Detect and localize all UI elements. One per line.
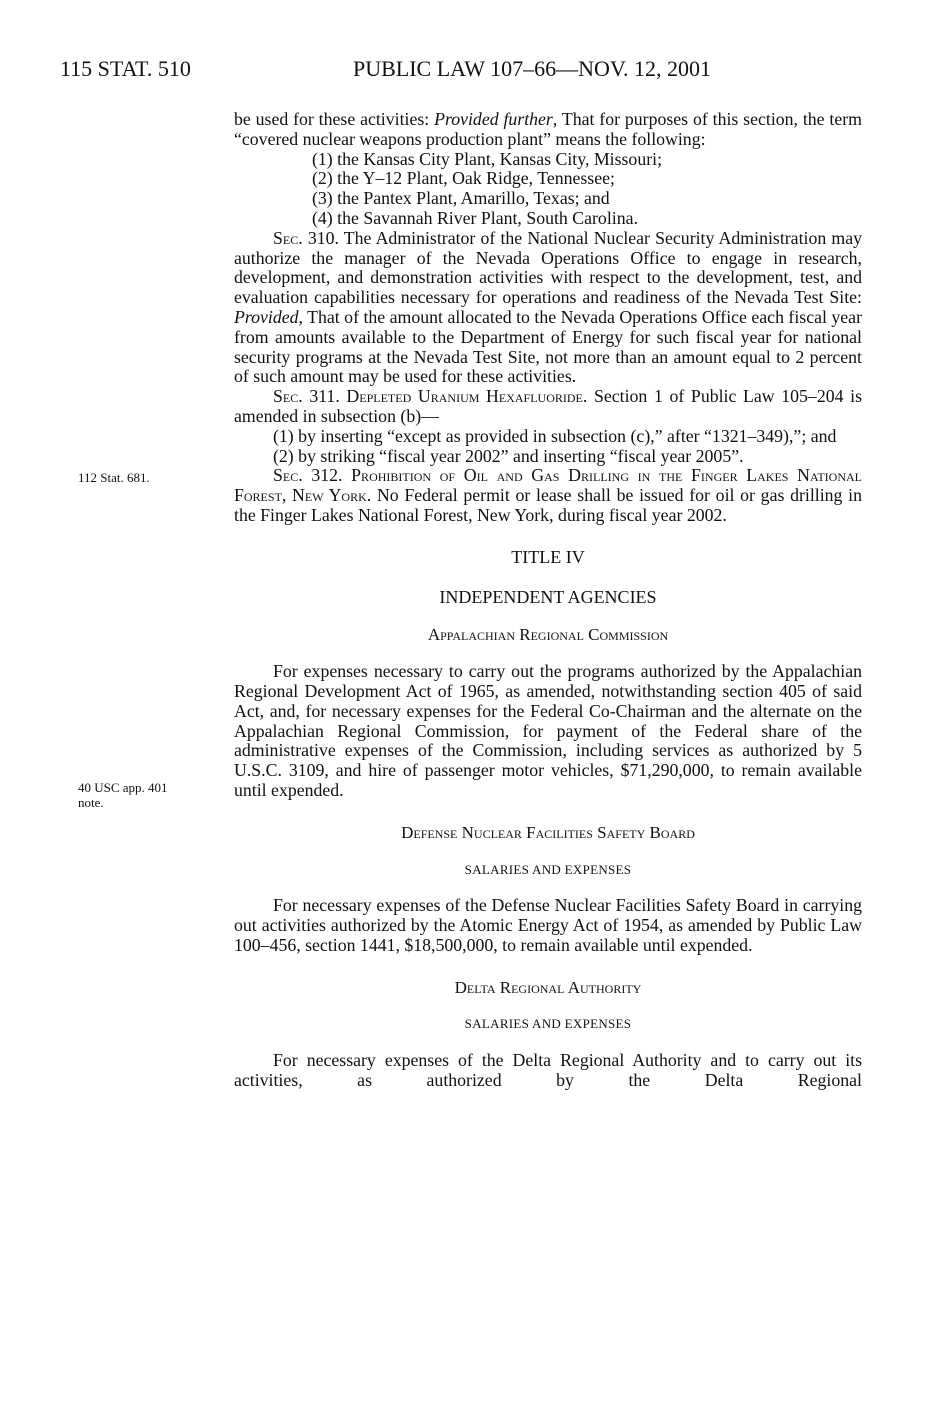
text-run: , That of the amount allocated to the Nevada Operations Office each fiscal year from amounts available to the Department of Energy for such fiscal year for national security programs at the Nevada Test Site, not more than an amount equal to 2 percent of such amount may be used for these activities. <box>234 306 862 387</box>
italic-run: Provided <box>234 306 299 327</box>
agency-heading-arc: Appalachian Regional Commission <box>427 625 669 645</box>
section-label: Sec. <box>273 465 303 486</box>
list-item: (1) the Kansas City Plant, Kansas City, Missouri; <box>312 148 663 169</box>
running-title: PUBLIC LAW 107–66—NOV. 12, 2001 <box>353 56 711 81</box>
title-heading: TITLE IV <box>511 546 585 567</box>
text-run: No Federal permit or lease shall be issued for oil or gas drilling in the Finger Lakes National Forest, New York, during fiscal year 2002. <box>234 485 862 525</box>
text-run: Section 1 of Public Law 105–204 is amended in subsection (b)— <box>234 386 862 426</box>
margin-note-stat: 112 Stat. 681. <box>78 470 150 485</box>
paragraph-continuation <box>234 110 862 150</box>
section-label: Sec. <box>273 227 303 248</box>
text-run: 310. The Administrator of the National Nuclear Security Administration may authorize the manager of the Nevada Operations Office to engage in research, development, and demonstration activities with respect to the development, test, and evaluation capabilities necessary for operations and readiness of the Nevada Test Site: <box>234 227 862 308</box>
list-item: (1) by inserting “except as provided in subsection (c),” after “1321–349),”; and <box>273 425 837 446</box>
section-heading: Depleted Uranium Hexafluoride. <box>346 386 588 407</box>
list-item: (2) the Y–12 Plant, Oak Ridge, Tennessee; <box>312 168 615 189</box>
paragraph-dnfsb: For necessary expenses of the Defense Nuclear Facilities Safety Board in carrying out activities authorized by the Atomic Energy Act of 1954, as amended by Public Law 100–456, section 1441, $18,500,000, to remain available until expended. <box>234 895 862 955</box>
title-subheading: INDEPENDENT AGENCIES <box>439 586 657 607</box>
section-310 <box>234 229 862 387</box>
section-312 <box>234 466 862 525</box>
page-body <box>234 110 862 1091</box>
section-number: 312. <box>302 465 352 486</box>
section-heading: Prohibition of Oil and Gas Drilling in the Finger Lakes National Forest, New York. <box>234 465 862 506</box>
list-item: (4) the Savannah River Plant, South Carolina. <box>312 207 638 228</box>
section-number: 311. <box>302 386 347 407</box>
section-label: Sec. <box>273 386 303 407</box>
margin-note-usc <box>78 780 168 810</box>
margin-note-usc-line2: note. <box>78 795 104 810</box>
section-311 <box>234 387 862 427</box>
agency-heading-dra: Delta Regional Authority <box>454 977 642 997</box>
text-run: , That for purposes of this section, the term “covered nuclear weapons production plant” means the following: <box>234 109 863 149</box>
page-header <box>60 52 890 86</box>
text-run: be used for these activities: <box>234 109 435 129</box>
page-citation: 115 STAT. 510 <box>60 56 191 81</box>
margin-note-usc-line1: 40 USC app. 401 <box>78 780 168 795</box>
list-item: (2) by striking “fiscal year 2002” and inserting “fiscal year 2005”. <box>273 445 744 466</box>
subheading-salaries: SALARIES AND EXPENSES <box>464 1016 632 1032</box>
list-item: (3) the Pantex Plant, Amarillo, Texas; and <box>312 188 610 209</box>
paragraph-arc: For expenses necessary to carry out the programs authorized by the Appalachian Regional Development Act of 1965, as amended, notwithstanding section 405 of said Act, and, for necessary expenses for the Federal Co-Chairman and the alternate on the Appalachian Regional Commission, for payment of the Federal share of the administrative expenses of the Commission, including services as authorized by 5 U.S.C. 3109, and hire of passenger motor vehicles, $71,290,000, to remain available until expended. <box>234 661 862 800</box>
italic-run: Provided further <box>434 109 553 129</box>
subheading-salaries: SALARIES AND EXPENSES <box>464 861 632 877</box>
agency-heading-dnfsb: Defense Nuclear Facilities Safety Board <box>401 822 695 842</box>
paragraph-dra: For necessary expenses of the Delta Regional Authority and to carry out its activities, as authorized by the Delta Regional <box>234 1050 862 1091</box>
